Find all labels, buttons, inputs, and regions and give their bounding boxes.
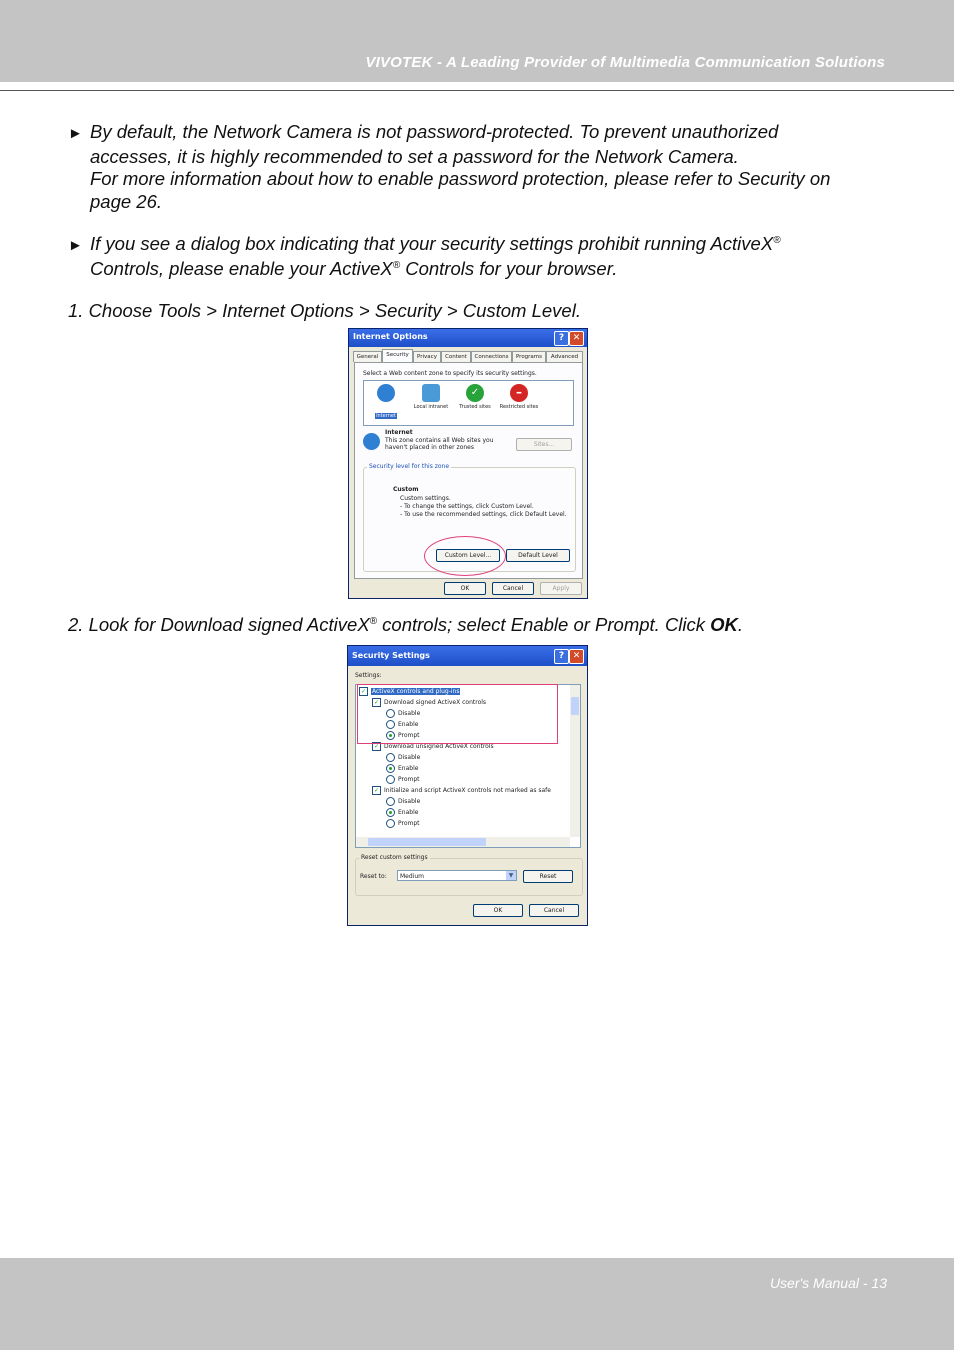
settings-category-icon: ✓	[360, 688, 367, 695]
note-activex	[68, 233, 781, 280]
settings-item-icon: ✓	[373, 699, 380, 706]
custom-level-button[interactable]: Custom Level...	[436, 549, 500, 562]
note2-line2b: Controls for your browser.	[400, 257, 618, 279]
header-title: VIVOTEK - A Leading Provider of Multimedia Communication Solutions	[365, 54, 885, 71]
reset-level-value: Medium	[400, 873, 424, 880]
radio-option[interactable]: Enable	[386, 764, 418, 773]
chevron-down-icon[interactable]: ▼	[506, 871, 516, 880]
settings-item-icon: ✓	[373, 743, 380, 750]
level-name: Custom	[393, 486, 419, 493]
zone-restricted-sites[interactable]: – Restricted sites	[499, 385, 539, 410]
sites-button[interactable]: Sites...	[516, 438, 572, 451]
dialog-titlebar	[348, 646, 587, 666]
step2-ok: OK	[710, 614, 738, 635]
security-tab-panel	[354, 362, 583, 579]
tab-content[interactable]: Content	[441, 351, 471, 362]
note1-line2: accesses, it is highly recommended to set a password for the Network Camera.	[90, 145, 739, 167]
list-item[interactable]: ✓ Download signed ActiveX controls	[373, 699, 487, 706]
zone-desc-2: haven't placed in other zones	[385, 444, 475, 451]
ok-button[interactable]: OK	[473, 904, 523, 917]
step-2	[68, 614, 743, 637]
restricted-icon: –	[510, 384, 528, 402]
registered-mark: ®	[392, 259, 401, 271]
zone-list	[363, 380, 574, 426]
horizontal-scrollbar[interactable]	[356, 837, 570, 847]
zone-desc-1: This zone contains all Web sites you	[385, 437, 494, 444]
page-number: User's Manual - 13	[769, 1275, 887, 1291]
level-desc-2: - To change the settings, click Custom Level.	[400, 503, 534, 510]
security-settings-dialog	[347, 645, 588, 926]
pointer-arrow-icon: ►	[68, 237, 83, 254]
internet-options-dialog	[348, 328, 588, 599]
radio-icon	[386, 797, 395, 806]
radio-selected-icon	[386, 808, 395, 817]
reset-group-label: Reset custom settings	[361, 854, 428, 861]
settings-item-icon: ✓	[373, 787, 380, 794]
radio-option[interactable]: Enable	[386, 808, 418, 817]
scroll-thumb[interactable]	[571, 697, 579, 715]
note1-line1: By default, the Network Camera is not password-protected. To prevent unauthorized	[90, 121, 779, 142]
reset-level-select[interactable]	[397, 870, 517, 881]
step2-end: .	[737, 614, 744, 635]
registered-mark: ®	[773, 234, 781, 246]
globe-icon	[363, 433, 380, 450]
radio-option[interactable]: Disable	[386, 753, 420, 762]
dialog-title: Security Settings	[352, 651, 430, 660]
reset-to-label: Reset to:	[360, 873, 387, 880]
note1-line3: For more information about how to enable password protection, please refer to Security on	[90, 168, 831, 189]
reset-button[interactable]: Reset	[523, 870, 573, 883]
radio-option[interactable]: Disable	[386, 797, 420, 806]
note2-line2a: Controls, please enable your ActiveX	[90, 257, 393, 279]
zone-instruction: Select a Web content zone to specify its security settings.	[363, 370, 537, 377]
cancel-button[interactable]: Cancel	[529, 904, 579, 917]
highlight-box	[357, 684, 558, 744]
list-item[interactable]: ✓ Initialize and script ActiveX controls not marked as safe	[373, 787, 551, 794]
help-icon[interactable]: ?	[554, 331, 569, 346]
registered-mark: ®	[369, 615, 378, 627]
tab-programs[interactable]: Programs	[512, 351, 546, 362]
note1-line4: page 26.	[90, 190, 163, 212]
tab-general[interactable]: General	[353, 351, 382, 362]
radio-icon	[386, 753, 395, 762]
help-icon[interactable]: ?	[554, 649, 569, 664]
dialog-titlebar	[349, 329, 587, 347]
zone-trusted-sites[interactable]: ✓ Trusted sites	[454, 384, 496, 410]
tab-privacy[interactable]: Privacy	[413, 351, 441, 362]
close-icon[interactable]: ✕	[569, 649, 584, 664]
tab-security[interactable]: Security	[382, 349, 413, 362]
radio-selected-icon	[386, 764, 395, 773]
settings-label: Settings:	[355, 672, 382, 679]
step2-text-a: 2. Look for Download signed ActiveX	[68, 614, 370, 635]
cancel-button[interactable]: Cancel	[492, 582, 534, 595]
zone-name: Internet	[385, 429, 413, 436]
step2-text-b: controls; select Enable or Prompt. Click	[377, 614, 711, 635]
dialog-title: Internet Options	[353, 332, 428, 341]
security-level-label: Security level for this zone	[369, 463, 450, 470]
radio-option[interactable]: Prompt	[386, 731, 420, 740]
step-1: 1. Choose Tools > Internet Options > Security > Custom Level.	[68, 300, 581, 321]
checkmark-icon: ✓	[466, 384, 484, 402]
header-divider	[0, 90, 954, 91]
default-level-button[interactable]: Default Level	[506, 549, 570, 562]
list-item[interactable]: ✓ ActiveX controls and plug-ins	[360, 688, 460, 695]
radio-option[interactable]: Disable	[386, 709, 420, 718]
apply-button[interactable]: Apply	[540, 582, 582, 595]
radio-icon	[386, 819, 395, 828]
close-icon[interactable]: ✕	[569, 331, 584, 346]
radio-option[interactable]: Prompt	[386, 775, 420, 784]
scroll-thumb[interactable]	[368, 838, 486, 846]
level-desc-1: Custom settings.	[400, 495, 451, 502]
level-desc-3: - To use the recommended settings, click Default Level.	[400, 511, 567, 518]
note-password	[68, 121, 830, 213]
note2-line1: If you see a dialog box indicating that your security settings prohibit running ActiveX	[90, 233, 774, 254]
page-header	[0, 0, 954, 82]
pointer-arrow-icon: ►	[68, 125, 83, 142]
radio-option[interactable]: Prompt	[386, 819, 420, 828]
radio-option[interactable]: Enable	[386, 720, 418, 729]
zone-local-intranet[interactable]: Local intranet	[410, 384, 452, 410]
highlight-ellipse	[424, 536, 506, 576]
ok-button[interactable]: OK	[444, 582, 486, 595]
radio-icon	[386, 775, 395, 784]
list-item[interactable]: ✓ Download unsigned ActiveX controls	[373, 743, 494, 750]
vertical-scrollbar[interactable]	[570, 685, 580, 837]
tab-connections[interactable]: Connections	[471, 351, 512, 362]
intranet-icon	[422, 384, 440, 402]
tab-advanced[interactable]: Advanced	[546, 351, 583, 362]
zone-internet[interactable]: Internet	[365, 384, 407, 421]
globe-icon	[377, 384, 395, 402]
page-footer	[0, 1258, 954, 1350]
